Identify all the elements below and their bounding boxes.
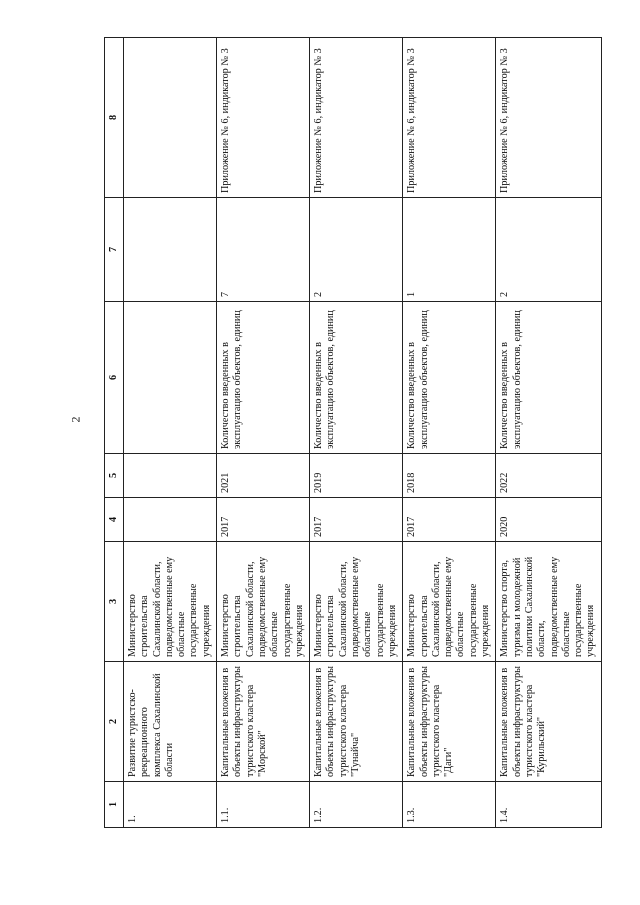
executor: Министерство строительства Сахалинской области, подведомственные ему областные государственные учреждения: [217, 542, 310, 662]
end-year: 2022: [496, 454, 601, 498]
header-cell: 5: [105, 454, 124, 498]
table-row: [217, 38, 310, 828]
row-number: 1.1.: [217, 782, 310, 828]
row-number: 1.: [124, 782, 217, 828]
table-row: [496, 38, 601, 828]
end-year: 2018: [403, 454, 496, 498]
table-row: [403, 38, 496, 828]
indicator-value: 2: [310, 198, 403, 302]
page-number: 2: [68, 416, 83, 423]
appendix-link: Приложение № 6, индикатор № 3: [403, 38, 496, 198]
measure-name: Капитальные вложения в объекты инфраструктуры туристского кластера "Тунайча": [310, 662, 403, 782]
row-number: 1.4.: [496, 782, 601, 828]
end-year: 2019: [310, 454, 403, 498]
appendix-link: [124, 38, 217, 198]
executor: Министерство строительства Сахалинской области, подведомственные ему областные государственные учреждения: [310, 542, 403, 662]
executor: Министерство строительства Сахалинской области, подведомственные ему областные государственные учреждения: [403, 542, 496, 662]
header-cell: 4: [105, 498, 124, 542]
start-year: 2017: [217, 498, 310, 542]
start-year: 2017: [310, 498, 403, 542]
end-year: 2021: [217, 454, 310, 498]
appendix-link: Приложение № 6, индикатор № 3: [496, 38, 601, 198]
measure-name: Капитальные вложения в объекты инфраструктуры туристского кластера "Курильский": [496, 662, 601, 782]
header-cell: 6: [105, 302, 124, 454]
header-cell: 1: [105, 782, 124, 828]
indicator-value: [124, 198, 217, 302]
table-row: [310, 38, 403, 828]
header-row: [105, 38, 124, 828]
indicator: Количество введенных в эксплуатацию объектов, единиц: [496, 302, 601, 454]
appendix-link: Приложение № 6, индикатор № 3: [310, 38, 403, 198]
row-number: 1.3.: [403, 782, 496, 828]
measures-table: [104, 37, 602, 828]
table-row: [124, 38, 217, 828]
indicator: [124, 302, 217, 454]
indicator-value: 2: [496, 198, 601, 302]
header-cell: 3: [105, 542, 124, 662]
measure-name: Капитальные вложения в объекты инфраструктуры туристского кластера "Морской": [217, 662, 310, 782]
indicator-value: 7: [217, 198, 310, 302]
indicator: Количество введенных в эксплуатацию объектов, единиц: [403, 302, 496, 454]
end-year: [124, 454, 217, 498]
row-number: 1.2.: [310, 782, 403, 828]
measure-name: Развитие туристско-рекреационного комплекса Сахалинской области: [124, 662, 217, 782]
start-year: 2017: [403, 498, 496, 542]
header-cell: 8: [105, 38, 124, 198]
measure-name: Капитальные вложения в объекты инфраструктуры туристского кластера "Даги": [403, 662, 496, 782]
start-year: 2020: [496, 498, 601, 542]
indicator: Количество введенных в эксплуатацию объектов, единиц: [217, 302, 310, 454]
appendix-link: Приложение № 6, индикатор № 3: [217, 38, 310, 198]
executor: Министерство строительства Сахалинской области, подведомственные ему областные государственные учреждения: [124, 542, 217, 662]
header-cell: 2: [105, 662, 124, 782]
start-year: [124, 498, 217, 542]
rotated-table-area: [104, 38, 597, 828]
indicator: Количество введенных в эксплуатацию объектов, единиц: [310, 302, 403, 454]
executor: Министерство спорта, туризма и молодежной политики Сахалинской области, подведомственные ему областные государственные учреждения: [496, 542, 601, 662]
indicator-value: 1: [403, 198, 496, 302]
header-cell: 7: [105, 198, 124, 302]
landscape-table-wrapper: [104, 38, 597, 828]
